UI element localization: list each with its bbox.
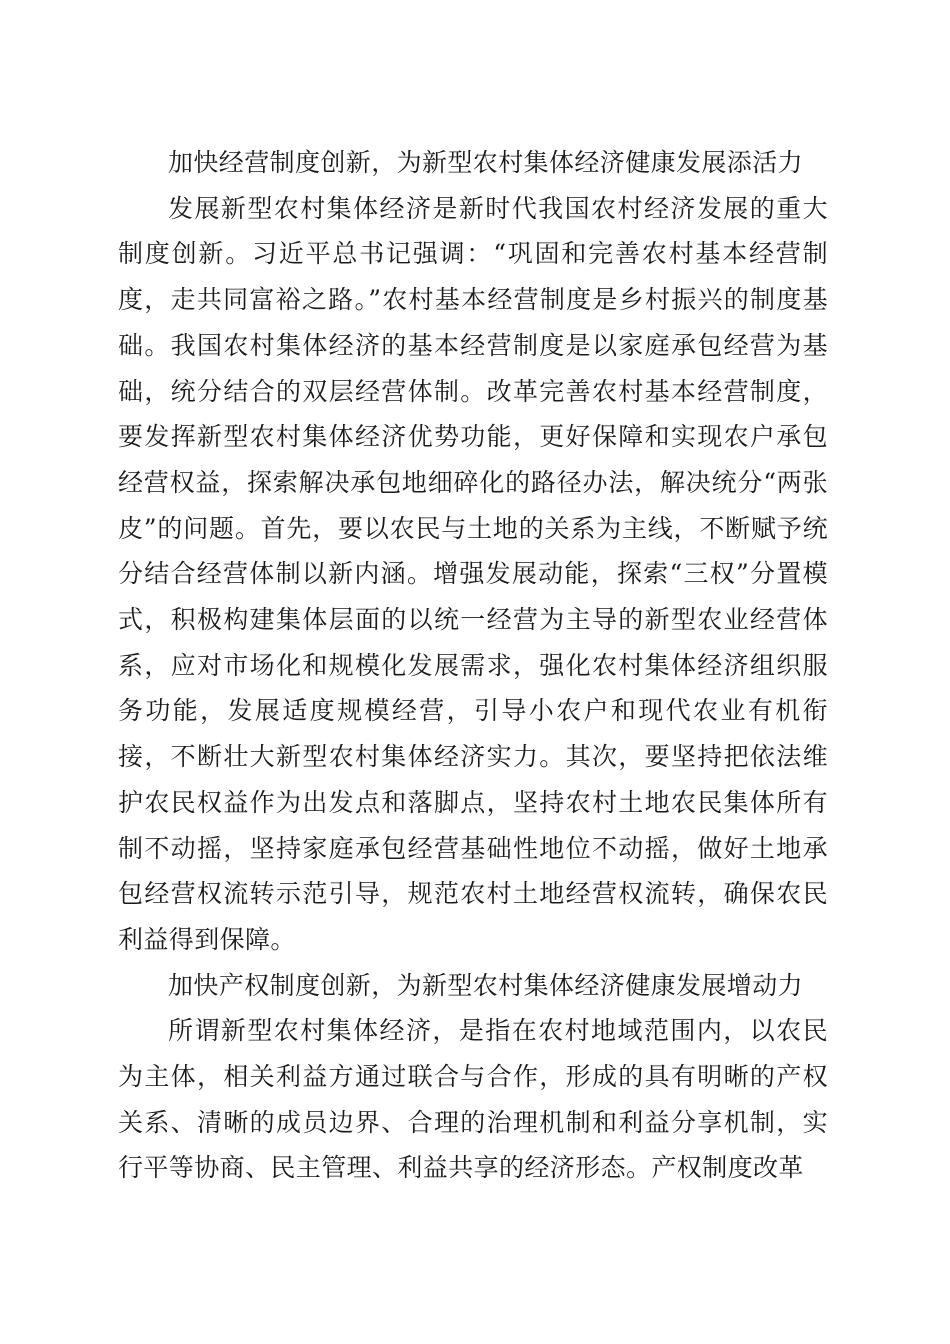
- document-body: [118, 140, 828, 1191]
- body-paragraph-operation-system: 发展新型农村集体经济是新时代我国农村经济发展的重大制度创新。习近平总书记强调：“巩固和完善农村基本经营制度，走共同富裕之路。”农村基本经营制度是乡村振兴的制度基础。我国农村集体经济的基本经营制度是以家庭承包经营为基础，统分结合的双层经营体制。改革完善农村基本经营制度，要发挥新型农村集体经济优势功能，更好保障和实现农户承包经营权益，探索解决承包地细碎化的路径办法，解决统分“两张皮”的问题。首先，要以农民与土地的关系为主线，不断赋予统分结合经营体制以新内涵。增强发展动能，探索“三权”分置模式，积极构建集体层面的以统一经营为主导的新型农业经营体系，应对市场化和规模化发展需求，强化农村集体经济组织服务功能，发展适度规模经营，引导小农户和现代农业有机衔接，不断壮大新型农村集体经济实力。其次，要坚持把依法维护农民权益作为出发点和落脚点，坚持农村土地农民集体所有制不动摇，坚持家庭承包经营基础性地位不动摇，做好土地承包经营权流转示范引导，规范农村土地经营权流转，确保农民利益得到保障。: [118, 193, 828, 954]
- section-heading-property-rights: 加快产权制度创新，为新型农村集体经济健康发展增动力: [168, 970, 804, 1000]
- section-heading-operation-system: 加快经营制度创新，为新型农村集体经济健康发展添活力: [168, 148, 804, 177]
- body-paragraph-property-rights: 所谓新型农村集体经济，是指在农村地域范围内，以农民为主体，相关利益方通过联合与合作，形成的具有明晰的产权关系、清晰的成员边界、合理的治理机制和利益分享机制，实行平等协商、民主管理、利益共享的经济形态。产权制度改革: [118, 1016, 828, 1183]
